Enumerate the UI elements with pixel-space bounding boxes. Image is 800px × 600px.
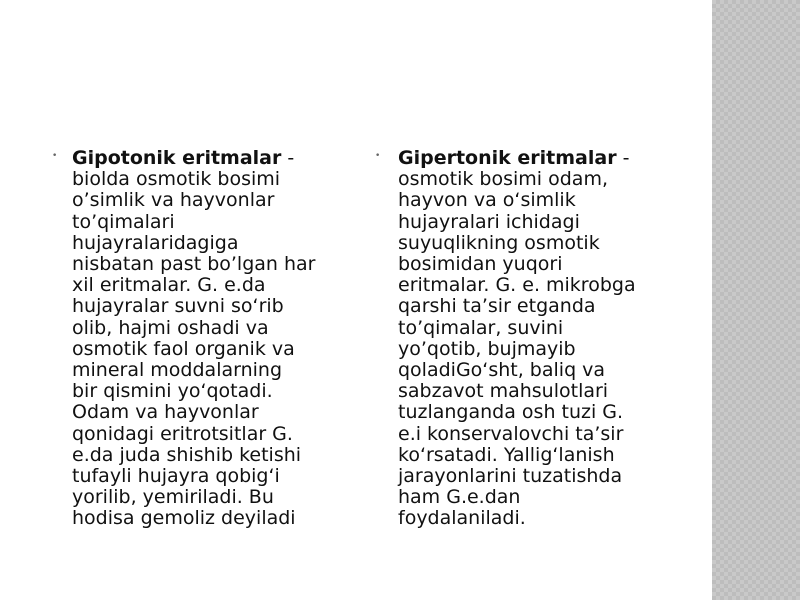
left-term: Gipotonik eritmalar <box>72 147 282 169</box>
left-separator: - <box>281 147 295 169</box>
left-text: biolda osmotik bosimi o’simlik va hayvonlar to’qimalari hujayralaridagiga nisbatan past bo’lgan har xil eritmalar. G. e.da hujayralar suvni so‘rib olib, hajmi oshadi va osmotik faol organik va mineral moddalarning bir qismini yo‘qotadi. Odam va hayvonlar qonidagi eritrotsitlar G. e.da juda shishib ketishi tufayli hujayra qobig‘i yorilib, yemiriladi. Bu hodisa gemoliz deyiladi <box>72 168 316 530</box>
right-term: Gipertonik eritmalar <box>398 147 617 169</box>
left-column <box>72 148 340 530</box>
right-separator: - <box>616 147 630 169</box>
right-text: osmotik bosimi odam, hayvon va o‘simlik hujayralari ichidagi suyuqlikning osmotik bosimidan yuqori eritmalar. G. e. mikrobga qarshi ta’sir etganda to’qimalar, suvini yo’qotib, bujmayib qoladiGo‘sht, baliq va sabzavot mahsulotlari tuzlanganda osh tuzi G. e.i konservalovchi ta’sir ko‘rsatadi. Yallig‘lanish jarayonlarini tuzatishda ham G.e.dan foydalaniladi. <box>398 168 636 530</box>
right-column <box>398 148 666 530</box>
side-panel-strip <box>712 0 800 600</box>
bullet-right: • <box>375 151 381 161</box>
bullet-left: • <box>52 151 58 161</box>
